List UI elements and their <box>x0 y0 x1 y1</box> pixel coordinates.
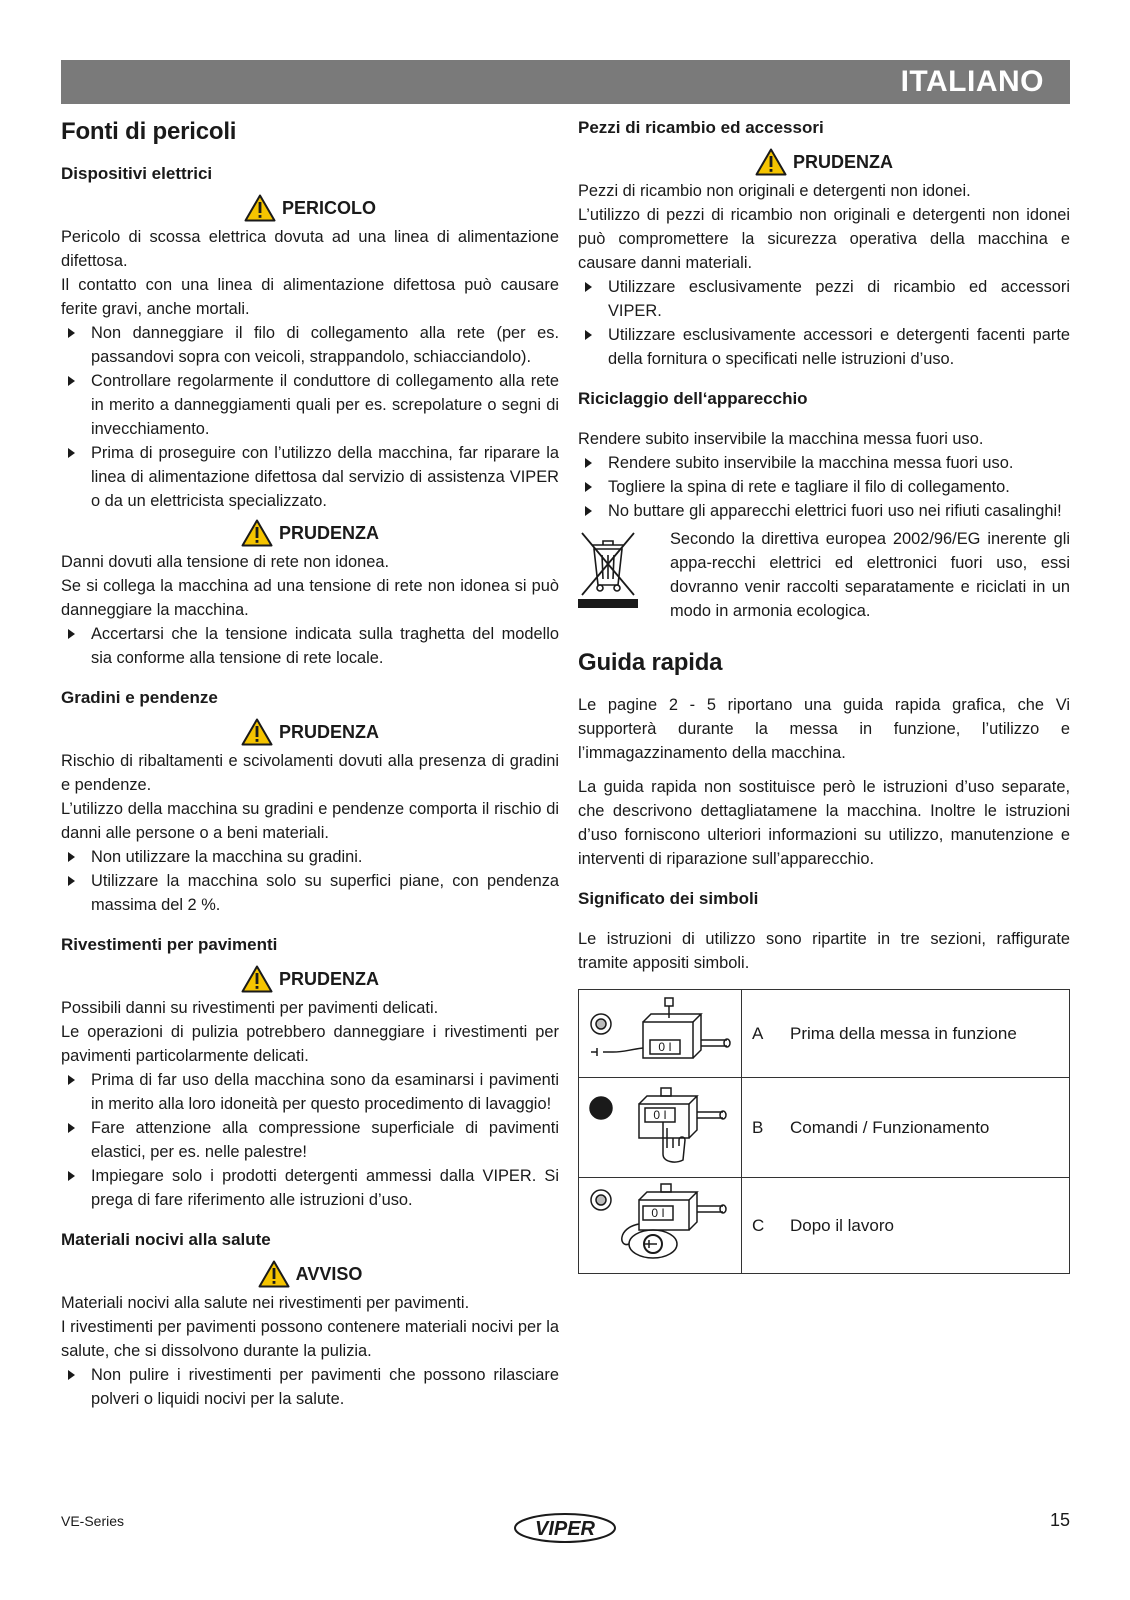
symbol-text: Comandi / Funzionamento <box>790 1117 990 1137</box>
paragraph: La guida rapida non sostituisce però le istruzioni d’uso separate, che descrivono dettagliatamene la macchina. Inoltre le istruzioni d’uso forniscono ulteriori informazioni su utilizzo, manutenzione e interventi di riparazione sull’apparecchio. <box>578 778 1070 868</box>
paragraph: L’utilizzo della macchina su gradini e pendenze comporta il rischio di danni alle persone o a beni materiali. <box>61 800 559 842</box>
warning-label-text: PRUDENZA <box>792 151 893 172</box>
paragraph: Il contatto con una linea di alimentazione difettosa può causare ferite gravi, anche mortali. <box>61 276 559 318</box>
table-row <box>579 1078 1070 1178</box>
after-work-icon <box>579 1178 742 1274</box>
warning-label-text: PRUDENZA <box>278 522 379 543</box>
paragraph: Materiali nocivi alla salute nei rivestimenti per pavimenti. <box>61 1294 470 1312</box>
paragraph: Le pagine 2 - 5 riportano una guida rapida grafica, che Vi supporterà durante la messa in funzione, l’utilizzo e l’immagazzinamento della macchina. <box>578 696 1070 762</box>
footer-series: VE-Series <box>61 1513 125 1529</box>
warning-label-text: PRUDENZA <box>278 968 379 989</box>
switch-label: 0 I <box>653 1108 667 1122</box>
warning-icon <box>755 148 787 176</box>
warning-label-text: AVVISO <box>295 1263 363 1284</box>
warning-label-text: PERICOLO <box>281 197 376 218</box>
paragraph: Possibili danni su rivestimenti per pavimenti delicati. <box>61 999 439 1017</box>
subheading: Riciclaggio dell‘apparecchio <box>578 389 808 408</box>
symbol-letter: C <box>752 1215 765 1235</box>
warning-label-text: PRUDENZA <box>278 721 379 742</box>
symbol-text: Prima della messa in funzione <box>790 1023 1017 1043</box>
warning-icon <box>241 718 273 746</box>
subheading: Pezzi di ricambio ed accessori <box>578 118 824 137</box>
list-item: Accertarsi che la tensione indicata sulla traghetta del modello sia conforme alla tensione di rete locale. <box>61 622 559 670</box>
language-header: ITALIANO <box>61 60 1070 104</box>
symbol-letter: B <box>752 1117 764 1137</box>
paragraph: Le istruzioni di utilizzo sono ripartite in tre sezioni, raffigurate tramite appositi simboli. <box>578 930 1070 972</box>
list-item: Utilizzare esclusivamente pezzi di ricambio ed accessori VIPER. <box>578 275 1070 323</box>
warning-icon <box>258 1260 290 1288</box>
warning-label <box>61 1258 559 1290</box>
paragraph: Rendere subito inservibile la macchina messa fuori uso. <box>578 430 984 448</box>
subheading: Gradini e pendenze <box>61 688 218 707</box>
section-title: Guida rapida <box>578 649 723 676</box>
list-item: Prima di far uso della macchina sono da esaminarsi i pavimenti in merito alla loro idoneità per questo procedimento di lavaggio! <box>61 1068 559 1116</box>
list-item: Utilizzare la macchina solo su superfici piane, con pendenza massima del 2 %. <box>61 869 559 917</box>
subheading: Materiali nocivi alla salute <box>61 1230 271 1249</box>
symbol-label <box>742 990 1070 1078</box>
symbol-label <box>742 1078 1070 1178</box>
warning-icon <box>241 519 273 547</box>
list-item: Utilizzare esclusivamente accessori e detergenti facenti parte della fornitura o specificati nelle istruzioni d’uso. <box>578 323 1070 371</box>
switch-label: 0 I <box>658 1040 672 1054</box>
paragraph: I rivestimenti per pavimenti possono contenere materiali nocivi per la salute, che si dissolvono durante la pulizia. <box>61 1318 559 1360</box>
viper-logo <box>513 1512 617 1544</box>
warning-label <box>61 517 559 549</box>
list-item: Rendere subito inservibile la macchina messa fuori uso. <box>578 451 1070 475</box>
symbol-table <box>578 989 1070 1274</box>
paragraph: L’utilizzo di pezzi di ricambio non originali e detergenti non idonei può compromettere la sicurezza operativa della macchina e causare danni materiali. <box>578 206 1070 272</box>
warning-icon <box>244 194 276 222</box>
bullet-list <box>61 1068 559 1212</box>
switch-label: 0 I <box>651 1206 665 1220</box>
left-column <box>61 116 559 1411</box>
weee-bin-icon <box>578 527 670 614</box>
warning-label <box>578 146 1070 178</box>
bullet-list <box>578 275 1070 371</box>
warning-label <box>61 716 559 748</box>
bullet-list <box>61 321 559 513</box>
list-item: Fare attenzione alla compressione superficiale di pavimenti elastici, per es. nelle palestre! <box>61 1116 559 1164</box>
section-title: Fonti di pericoli <box>61 118 237 145</box>
symbol-letter: A <box>752 1023 764 1043</box>
paragraph: Pezzi di ricambio non originali e detergenti non idonei. <box>578 182 971 200</box>
symbol-text: Dopo il lavoro <box>790 1215 894 1235</box>
subheading: Significato dei simboli <box>578 889 759 908</box>
table-row <box>579 1178 1070 1274</box>
right-column <box>578 116 1070 1274</box>
paragraph: Rischio di ribaltamenti e scivolamenti dovuti alla presenza di gradini e pendenze. <box>61 752 559 794</box>
operation-icon <box>579 1078 742 1178</box>
bullet-list <box>61 622 559 670</box>
warning-label <box>61 192 559 224</box>
paragraph: Le operazioni di pulizia potrebbero danneggiare i rivestimenti per pavimenti particolarmente delicati. <box>61 1023 559 1065</box>
weee-text: Secondo la direttiva europea 2002/96/EG inerente gli appa-recchi elettrici ed elettronici fuori uso, essi dovranno venir raccolti separatamente e riciclati in un modo in armonia ecologica. <box>670 530 1070 620</box>
before-startup-icon <box>579 990 742 1078</box>
list-item: Non pulire i rivestimenti per pavimenti che possono rilasciare polveri o liquidi nocivi per la salute. <box>61 1363 559 1411</box>
list-item: Non danneggiare il filo di collegamento alla rete (per es. passandovi sopra con veicoli, strappandolo, schiacciandolo). <box>61 321 559 369</box>
bullet-list <box>61 845 559 917</box>
subheading: Rivestimenti per pavimenti <box>61 935 278 954</box>
list-item: Impiegare solo i prodotti detergenti ammessi dalla VIPER. Si prega di fare riferimento alle istruzioni d’uso. <box>61 1164 559 1212</box>
bullet-list <box>578 451 1070 523</box>
paragraph: Danni dovuti alla tensione di rete non idonea. <box>61 553 390 571</box>
warning-label <box>61 963 559 995</box>
table-row <box>579 990 1070 1078</box>
subheading: Dispositivi elettrici <box>61 164 213 183</box>
list-item: Non utilizzare la macchina su gradini. <box>61 845 559 869</box>
list-item: No buttare gli apparecchi elettrici fuori uso nei rifiuti casalinghi! <box>578 499 1070 523</box>
list-item: Togliere la spina di rete e tagliare il filo di collegamento. <box>578 475 1070 499</box>
paragraph: Pericolo di scossa elettrica dovuta ad una linea di alimentazione difettosa. <box>61 228 559 270</box>
list-item: Controllare regolarmente il conduttore di collegamento alla rete in merito a danneggiamenti quali per es. screpolature o segni di invecchiamento. <box>61 369 559 441</box>
list-item: Prima di proseguire con l’utilizzo della macchina, far riparare la linea di alimentazione difettosa dal servizio di assistenza VIPER o da un elettricista specializzato. <box>61 441 559 513</box>
paragraph: Se si collega la macchina ad una tensione di rete non idonea si può danneggiare la macchina. <box>61 577 559 619</box>
logo-text: VIPER <box>534 1518 596 1540</box>
page-number: 15 <box>1049 1510 1070 1530</box>
weee-notice <box>578 527 1070 623</box>
bullet-list <box>61 1363 559 1411</box>
warning-icon <box>241 965 273 993</box>
symbol-label <box>742 1178 1070 1274</box>
